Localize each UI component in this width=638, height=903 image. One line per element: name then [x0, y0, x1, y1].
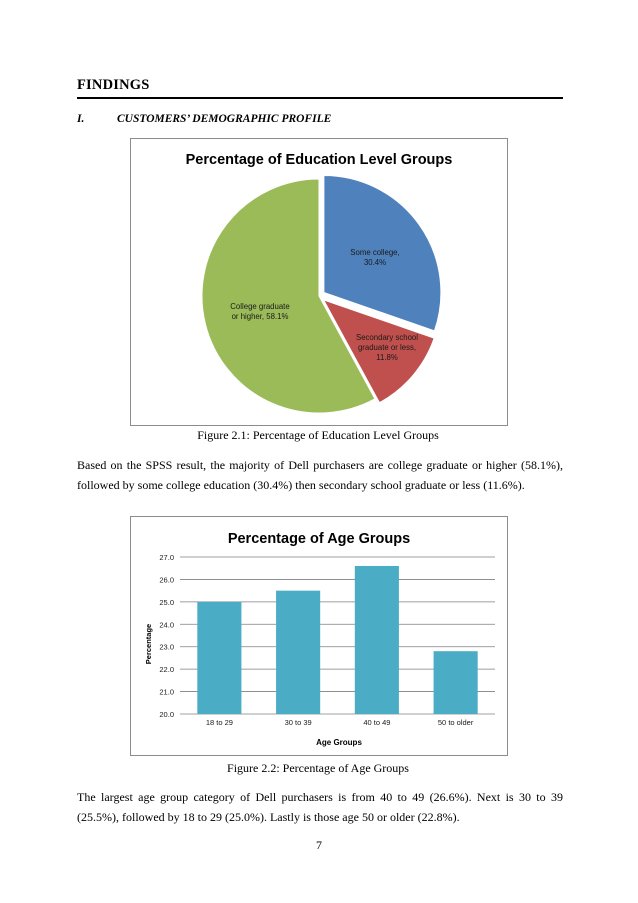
bar-1 — [276, 591, 320, 714]
bar-ytick-6: 26.0 — [159, 575, 174, 585]
bar-xtick-1: 30 to 39 — [284, 718, 312, 727]
figure1-caption: Figure 2.1: Percentage of Education Level Groups — [197, 428, 439, 442]
page-number: 7 — [316, 838, 322, 852]
paragraph-education: Based on the SPSS result, the majority of Dell purchasers are college graduate or higher (58.1%), followed by some college education (30.4%) then secondary school graduate or less (11.6%). — [77, 458, 563, 492]
bar-xtick-3: 50 to older — [437, 718, 474, 727]
bar-2 — [355, 566, 399, 714]
education-pie-chart — [130, 138, 508, 426]
bar-ytick-7: 27.0 — [159, 553, 174, 562]
subsection-title: CUSTOMERS’ DEMOGRAPHIC PROFILE — [117, 113, 332, 125]
age-bar-chart — [130, 516, 508, 756]
age-bar-svg — [131, 517, 507, 755]
pie-label-0: Some college, 30.4% — [350, 248, 400, 267]
pie-label-2: College graduate or higher, 58.1% — [230, 302, 290, 321]
pie-title: Percentage of Education Level Groups — [185, 152, 453, 168]
subsection-number: I. — [77, 113, 85, 125]
bar-xtick-2: 40 to 49 — [363, 718, 391, 727]
bar-title: Percentage of Age Groups — [227, 531, 411, 547]
pie-label-1: Secondary school graduate or less, 11.8% — [356, 333, 418, 362]
bar-xtick-0: 18 to 29 — [205, 718, 233, 727]
education-pie-svg — [131, 139, 507, 425]
paragraph-age: The largest age group category of Dell purchasers is from 40 to 49 (26.6%). Next is 30 to 39 (25.5%), followed by 18 to 29 (25.0%). Lastly is those age 50 or older (22.8%). — [77, 790, 563, 824]
bar-ytick-5: 25.0 — [159, 597, 174, 607]
bar-xlabel: Age Groups — [316, 738, 362, 747]
section-heading: FINDINGS — [77, 77, 150, 93]
bar-ytick-0: 20.0 — [159, 710, 174, 719]
bar-0 — [197, 602, 241, 714]
bar-3 — [434, 651, 478, 714]
bar-ytick-4: 24.0 — [159, 620, 174, 630]
heading-rule — [77, 97, 563, 99]
bar-ytick-2: 22.0 — [159, 665, 174, 675]
bar-ylabel: Percentage — [144, 623, 153, 665]
figure2-caption: Figure 2.2: Percentage of Age Groups — [227, 761, 409, 775]
bar-ytick-3: 23.0 — [159, 642, 174, 652]
bar-ytick-1: 21.0 — [159, 687, 174, 697]
